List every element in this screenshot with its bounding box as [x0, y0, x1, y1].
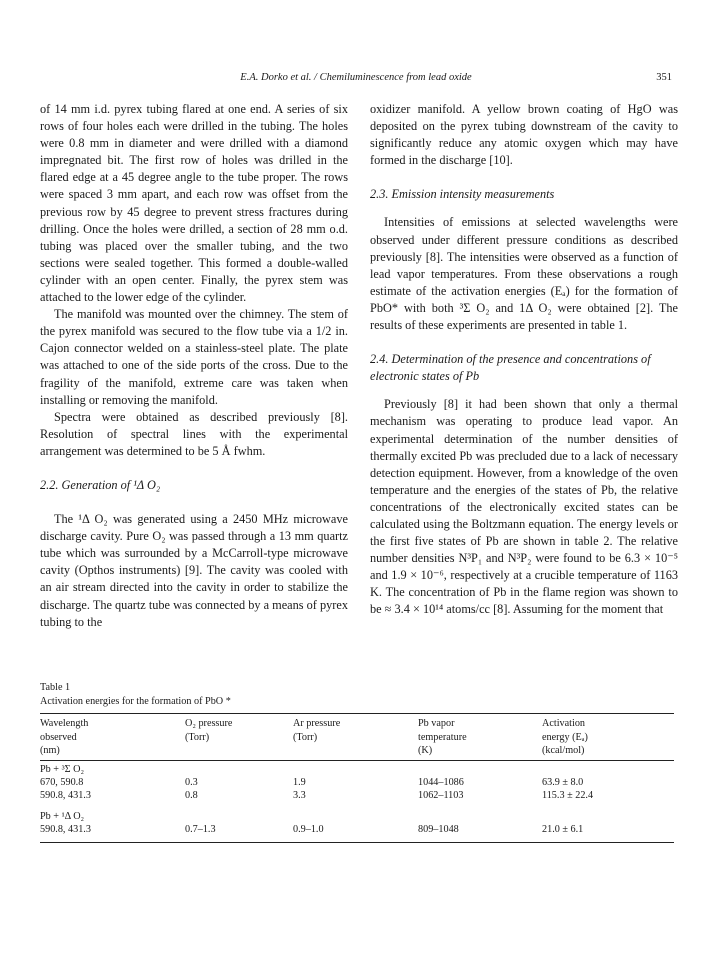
paragraph: oxidizer manifold. A yellow brown coating of HgO was deposited on the pyrex tubing downstream of the cavity to significantly reduce any atomic oxygen which may have formed in the discharge [10].: [370, 102, 678, 168]
right-column: [370, 101, 678, 619]
header-cell: (Torr): [185, 731, 210, 743]
table-cell: 590.8, 431.3: [40, 789, 91, 801]
left-column: [40, 101, 348, 631]
table-cell: 590.8, 431.3: [40, 823, 185, 843]
table-row: [40, 776, 674, 789]
header-cell: Wavelength: [40, 714, 185, 731]
header-cell: Pb vapor: [418, 714, 542, 731]
section-heading-2-3: 2.3. Emission intensity measurements: [370, 187, 555, 202]
table-label: Table 1: [40, 682, 71, 693]
header-cell: [293, 744, 418, 761]
table-header-row: [40, 744, 674, 761]
header-cell: Ar pressure: [293, 714, 418, 731]
header-cell: (nm): [40, 744, 185, 761]
section-heading-2-2: 2.2. Generation of ¹Δ O₂: [40, 477, 161, 492]
table-cell: 63.9 ± 8.0: [542, 776, 584, 788]
table-row: [40, 823, 674, 843]
table-header-row: [40, 714, 674, 731]
section-heading-2-4: 2.4. Determination of the presence and concentrations of electronic states of Pb: [370, 352, 651, 384]
header-cell: O₂ pressure: [185, 714, 293, 731]
table-cell: 1.9: [293, 776, 306, 788]
table-cell: 1062–1103: [418, 789, 464, 801]
activation-energy-table: [40, 713, 674, 843]
header-cell: (Torr): [293, 731, 318, 743]
table-cell: 0.9–1.0: [293, 823, 418, 843]
table-cell: 0.8: [185, 789, 198, 801]
running-title: E.A. Dorko et al. / Chemiluminescence from lead oxide: [240, 72, 472, 83]
table-section-row: [40, 760, 674, 776]
header-cell: [185, 744, 293, 761]
header-cell: temperature: [418, 731, 467, 743]
header-cell: observed: [40, 731, 77, 743]
table-cell: 670, 590.8: [40, 776, 84, 788]
table-caption: Activation energies for the formation of PbO *: [40, 696, 231, 707]
header-cell: (K): [418, 744, 542, 761]
paragraph: Intensities of emissions at selected wavelengths were observed under different pressure conditions as described previously [8]. The intensities were observed as a function of lead vapor temperatures. From these observations a rough estimate of the activation energies (Eₐ) for the formation of PbO* with both ³Σ O₂ and 1Δ O₂ were obtained [2]. The results of these experiments are presented in table 1.: [370, 215, 678, 333]
header-cell: energy (Eₐ): [542, 731, 588, 743]
table-cell: 3.3: [293, 789, 306, 801]
paragraph: of 14 mm i.d. pyrex tubing flared at one end. A series of six rows of four holes each were drilled in the tubing. The holes were 0.8 mm in diameter and were drilled with a diamond impregnated bit. The first row of holes was drilled in the flared edge at a 45 degree angle to the tube proper. The rows were spaced 3 mm apart, and each row was offset from the previous row by 45 degree to prevent stress fractures during drilling. Once the holes were drilled, a section of 28 mm o.d. tubing was placed over the smaller tubing, and the two sections were sealed together. This formed a double-walled cylinder with an open center. Finally, the pyrex stem was attached to the lower edge of the cylinder.: [40, 102, 348, 305]
paragraph: The ¹Δ O₂ was generated using a 2450 MHz microwave discharge cavity. Pure O₂ was passed through a 13 mm quartz tube which was surrounded by a McCarroll-type microwave cavity (Opthos instruments) [9]. The cavity was cooled with an air stream directed into the cavity in order to stabilize the discharge. The quartz tube was connected by a means of pyrex tubing to the: [40, 512, 348, 629]
page-number: 351: [656, 72, 672, 83]
section-label: Pb + ¹Δ O₂: [40, 810, 85, 822]
header-cell: (kcal/mol): [542, 744, 674, 761]
table-cell: 0.7–1.3: [185, 823, 293, 843]
table-row: [40, 789, 674, 802]
table-header-row: [40, 731, 674, 744]
paragraph: Spectra were obtained as described previously [8]. Resolution of spectral lines with the experimental arrangement was determined to be 5 Å fwhm.: [40, 409, 348, 458]
running-header: [40, 72, 672, 88]
paragraph: Previously [8] it had been shown that only a thermal mechanism was operating to produce lead vapor. An experimental determination of the number densities of thermally excited Pb was precluded due to a lack of necessary detection equipment. However, from a knowledge of the oven temperature and the energies of the states of Pb, the relative concentrations of the electronically excited states can be calculated using the Boltzmann equation. The energy levels or the first five states of Pb are shown in table 2. The relative number densities N³P₁ and N³P₂ were found to be 6.3 × 10⁻⁵ and 1.9 × 10⁻⁶, respectively at a crucible temperature of 1163 K. The concentration of Pb in the flame region was shown to be ≈ 3.4 × 10¹⁴ atoms/cc [8]. Assuming for the moment that: [370, 397, 678, 617]
table-cell: 809–1048: [418, 823, 542, 843]
table-1: [40, 681, 674, 843]
table-cell: 1044–1086: [418, 776, 464, 788]
table-section-row: [40, 802, 674, 823]
table-cell: 0.3: [185, 776, 198, 788]
section-label: Pb + ³Σ O₂: [40, 763, 85, 775]
table-cell: 21.0 ± 6.1: [542, 823, 674, 843]
paragraph: The manifold was mounted over the chimney. The stem of the pyrex manifold was secured to the flow tube via a 1/2 in. Cajon connector welded on a stainless-steel plate. The plate was attached to one of the side ports of the cross. Due to the fragility of the manifold, extreme care was taken when installing or removing the manifold.: [40, 307, 348, 407]
table-cell: 115.3 ± 22.4: [542, 789, 594, 801]
header-cell: Activation: [542, 714, 674, 731]
